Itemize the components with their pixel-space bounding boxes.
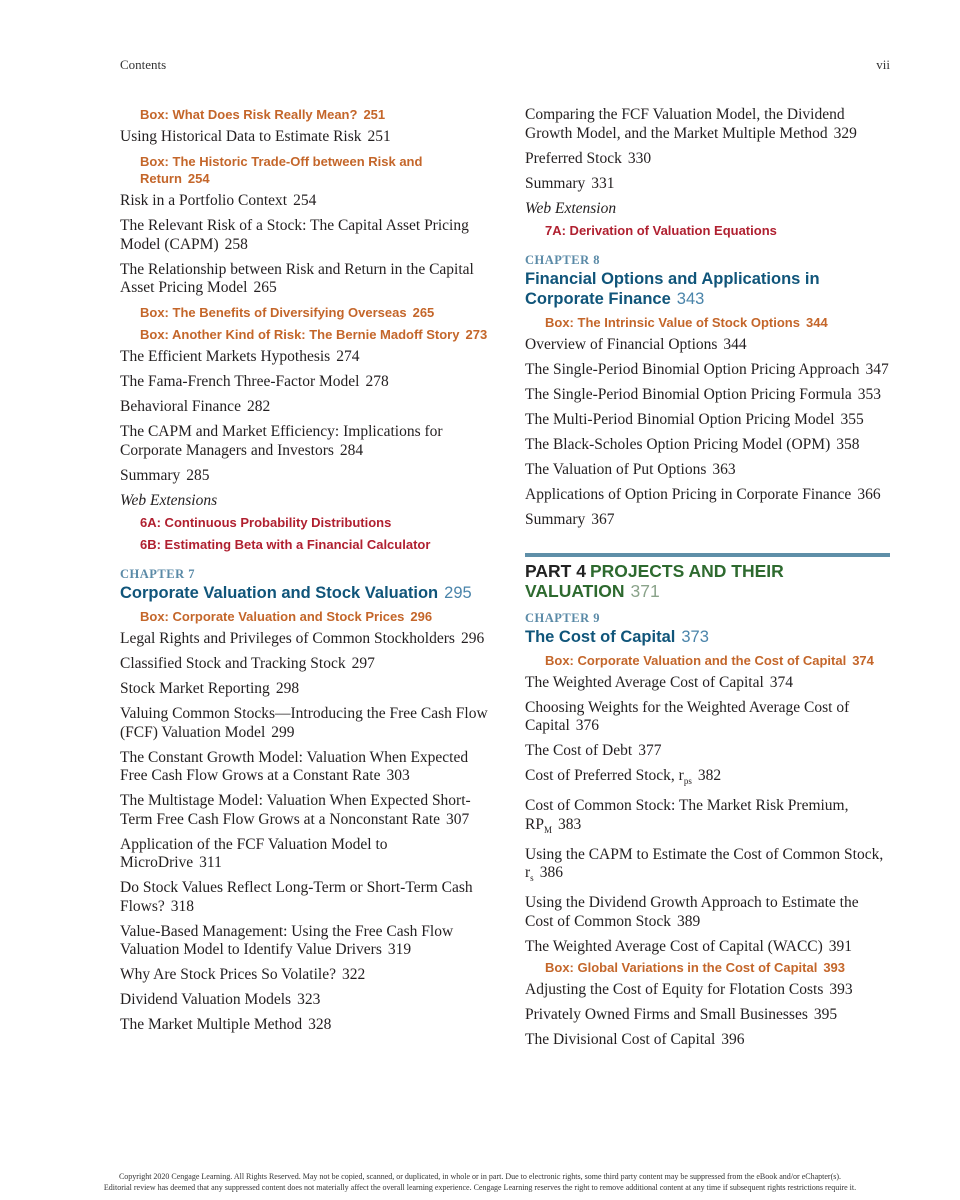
toc-left-column <box>120 106 492 1041</box>
toc-box-entry[interactable]: Box: Corporate Valuation and the Cost of Capital 374 <box>545 652 874 668</box>
toc-entry[interactable]: Privately Owned Firms and Small Businesses 395 <box>525 1006 838 1024</box>
toc-entry[interactable]: Behavioral Finance 282 <box>120 398 271 415</box>
toc-entry[interactable]: The Single-Period Binomial Option Pricing Approach 347 <box>525 361 889 378</box>
toc-entry[interactable]: The Single-Period Binomial Option Pricing Formula 353 <box>525 386 882 403</box>
part-divider <box>525 553 890 557</box>
toc-entry[interactable]: The Weighted Average Cost of Capital 374 <box>525 673 794 691</box>
web-extensions-label: Web Extensions <box>120 491 218 509</box>
toc-entry[interactable]: Using the Dividend Growth Approach to Estimate the Cost of Common Stock 389 <box>525 894 859 930</box>
subscript: ps <box>683 776 692 787</box>
toc-entry[interactable]: Choosing Weights for the Weighted Average Cost of Capital 376 <box>525 698 850 734</box>
toc-entry[interactable]: The Multi-Period Binomial Option Pricing Model 355 <box>525 411 864 428</box>
web-extension-link[interactable]: 6A: Continuous Probability Distributions <box>140 515 392 530</box>
toc-entry[interactable]: The Weighted Average Cost of Capital (WACC) 391 <box>525 937 853 955</box>
web-extension-label: Web Extension <box>525 199 617 217</box>
toc-entry[interactable]: The Multistage Model: Valuation When Expected Short-Term Free Cash Flow Grows at a Nonconstant Rate 307 <box>120 792 471 828</box>
chapter-title[interactable]: Financial Options and Applications in Corporate Finance 343 <box>525 270 820 308</box>
web-extension-link[interactable]: 6B: Estimating Beta with a Financial Calculator <box>140 537 431 552</box>
toc-box-entry[interactable]: Box: The Historic Trade-Off between Risk and Return 254 <box>140 154 423 186</box>
toc-box-entry[interactable]: Box: The Intrinsic Value of Stock Options 344 <box>545 315 828 330</box>
toc-box-entry[interactable]: Box: Corporate Valuation and Stock Prices 296 <box>140 609 433 624</box>
toc-box-entry[interactable]: Box: What Does Risk Really Mean? 251 <box>140 107 386 122</box>
toc-entry[interactable]: The CAPM and Market Efficiency: Implications for Corporate Managers and Investors 284 <box>120 423 443 459</box>
toc-entry[interactable]: Risk in a Portfolio Context 254 <box>120 192 317 209</box>
toc-entry[interactable]: Valuing Common Stocks—Introducing the Free Cash Flow (FCF) Valuation Model 299 <box>120 705 488 741</box>
toc-entry[interactable]: Classified Stock and Tracking Stock 297 <box>120 655 375 672</box>
toc-entry[interactable]: Do Stock Values Reflect Long-Term or Short-Term Cash Flows? 318 <box>120 879 473 915</box>
toc-entry[interactable]: Cost of Preferred Stock, $r_{ps}$ 382 <box>525 767 722 787</box>
toc-entry[interactable]: The Relevant Risk of a Stock: The Capital Asset Pricing Model (CAPM) 258 <box>120 217 469 253</box>
chapter-label: CHAPTER 8 <box>525 253 600 267</box>
chapter-title[interactable]: The Cost of Capital 373 <box>525 627 709 646</box>
toc-entry[interactable]: The Market Multiple Method 328 <box>120 1016 332 1033</box>
toc-entry[interactable]: Preferred Stock 330 <box>525 149 652 167</box>
toc-entry[interactable]: Why Are Stock Prices So Volatile? 322 <box>120 966 366 983</box>
toc-entry[interactable]: The Efficient Markets Hypothesis 274 <box>120 348 360 365</box>
copyright-line: Copyright 2020 Cengage Learning. All Rights Reserved. May not be copied, scanned, or duplicated, in whole or in part. Due to electronic rights, some third party content may be suppressed from the eBook and/or eChapter(s). <box>118 1172 842 1181</box>
toc-right-column <box>525 106 890 1056</box>
toc-box-entry[interactable]: Box: The Benefits of Diversifying Overseas 265 <box>140 305 435 320</box>
part-title[interactable]: PART 4 PROJECTS AND THEIR VALUATION 371 <box>525 560 784 601</box>
chapter-label: CHAPTER 9 <box>525 610 600 625</box>
toc-entry[interactable]: Using the CAPM to Estimate the Cost of Common Stock, $r_s$ 386 <box>525 845 884 884</box>
page-number: vii <box>876 57 890 72</box>
chapter-label: CHAPTER 7 <box>120 567 195 581</box>
toc-entry[interactable]: Stock Market Reporting 298 <box>120 680 300 697</box>
running-head <box>120 57 890 73</box>
toc-entry[interactable]: The Black-Scholes Option Pricing Model (OPM) 358 <box>525 436 860 453</box>
toc-entry[interactable]: The Cost of Debt 377 <box>525 742 662 759</box>
toc-entry[interactable]: Applications of Option Pricing in Corporate Finance 366 <box>525 486 881 503</box>
toc-entry[interactable]: Dividend Valuation Models 323 <box>120 991 321 1008</box>
toc-entry[interactable]: The Divisional Cost of Capital 396 <box>525 1031 745 1049</box>
toc-entry[interactable]: Using Historical Data to Estimate Risk 251 <box>120 128 391 145</box>
toc-entry[interactable]: The Valuation of Put Options 363 <box>525 461 736 478</box>
web-extension-link[interactable]: 7A: Derivation of Valuation Equations <box>545 223 777 238</box>
toc-entry[interactable]: Summary 331 <box>525 174 615 192</box>
running-head-title: Contents <box>120 57 167 72</box>
toc-entry[interactable]: Adjusting the Cost of Equity for Flotation Costs 393 <box>525 981 853 999</box>
toc-box-entry[interactable]: Box: Global Variations in the Cost of Capital 393 <box>545 960 846 976</box>
toc-entry[interactable]: Application of the FCF Valuation Model to MicroDrive 311 <box>120 835 388 871</box>
toc-box-entry[interactable]: Box: Another Kind of Risk: The Bernie Madoff Story 273 <box>140 327 488 342</box>
toc-entry[interactable]: The Constant Growth Model: Valuation When Expected Free Cash Flow Grows at a Constant Rate 303 <box>120 748 469 784</box>
toc-entry[interactable]: The Fama-French Three-Factor Model 278 <box>120 373 389 390</box>
toc-entry[interactable]: Cost of Common Stock: The Market Risk Premium, $RP_M$ 383 <box>525 797 849 835</box>
subscript: M <box>543 824 552 835</box>
toc-entry[interactable]: Value-Based Management: Using the Free Cash Flow Valuation Model to Identify Value Drivers 319 <box>120 922 454 958</box>
copyright-line: Editorial review has deemed that any suppressed content does not materially affect the overall learning experience. Cengage Learning reserves the right to remove additional content at any time if subsequent rights restrictions require it. <box>103 1182 857 1192</box>
toc-entry[interactable]: Comparing the FCF Valuation Model, the Dividend Growth Model, and the Market Multiple Method 329 <box>525 106 857 142</box>
chapter-title[interactable]: Corporate Valuation and Stock Valuation 295 <box>120 584 472 602</box>
toc-entry[interactable]: Overview of Financial Options 344 <box>525 336 747 353</box>
toc-entry[interactable]: Summary 285 <box>120 466 210 484</box>
toc-entry[interactable]: Summary 367 <box>525 511 615 528</box>
subscript: s <box>530 873 534 884</box>
toc-entry[interactable]: The Relationship between Risk and Return in the Capital Asset Pricing Model 265 <box>120 260 474 296</box>
toc-entry[interactable]: Legal Rights and Privileges of Common Stockholders 296 <box>120 630 485 647</box>
copyright-footer <box>0 1172 960 1193</box>
